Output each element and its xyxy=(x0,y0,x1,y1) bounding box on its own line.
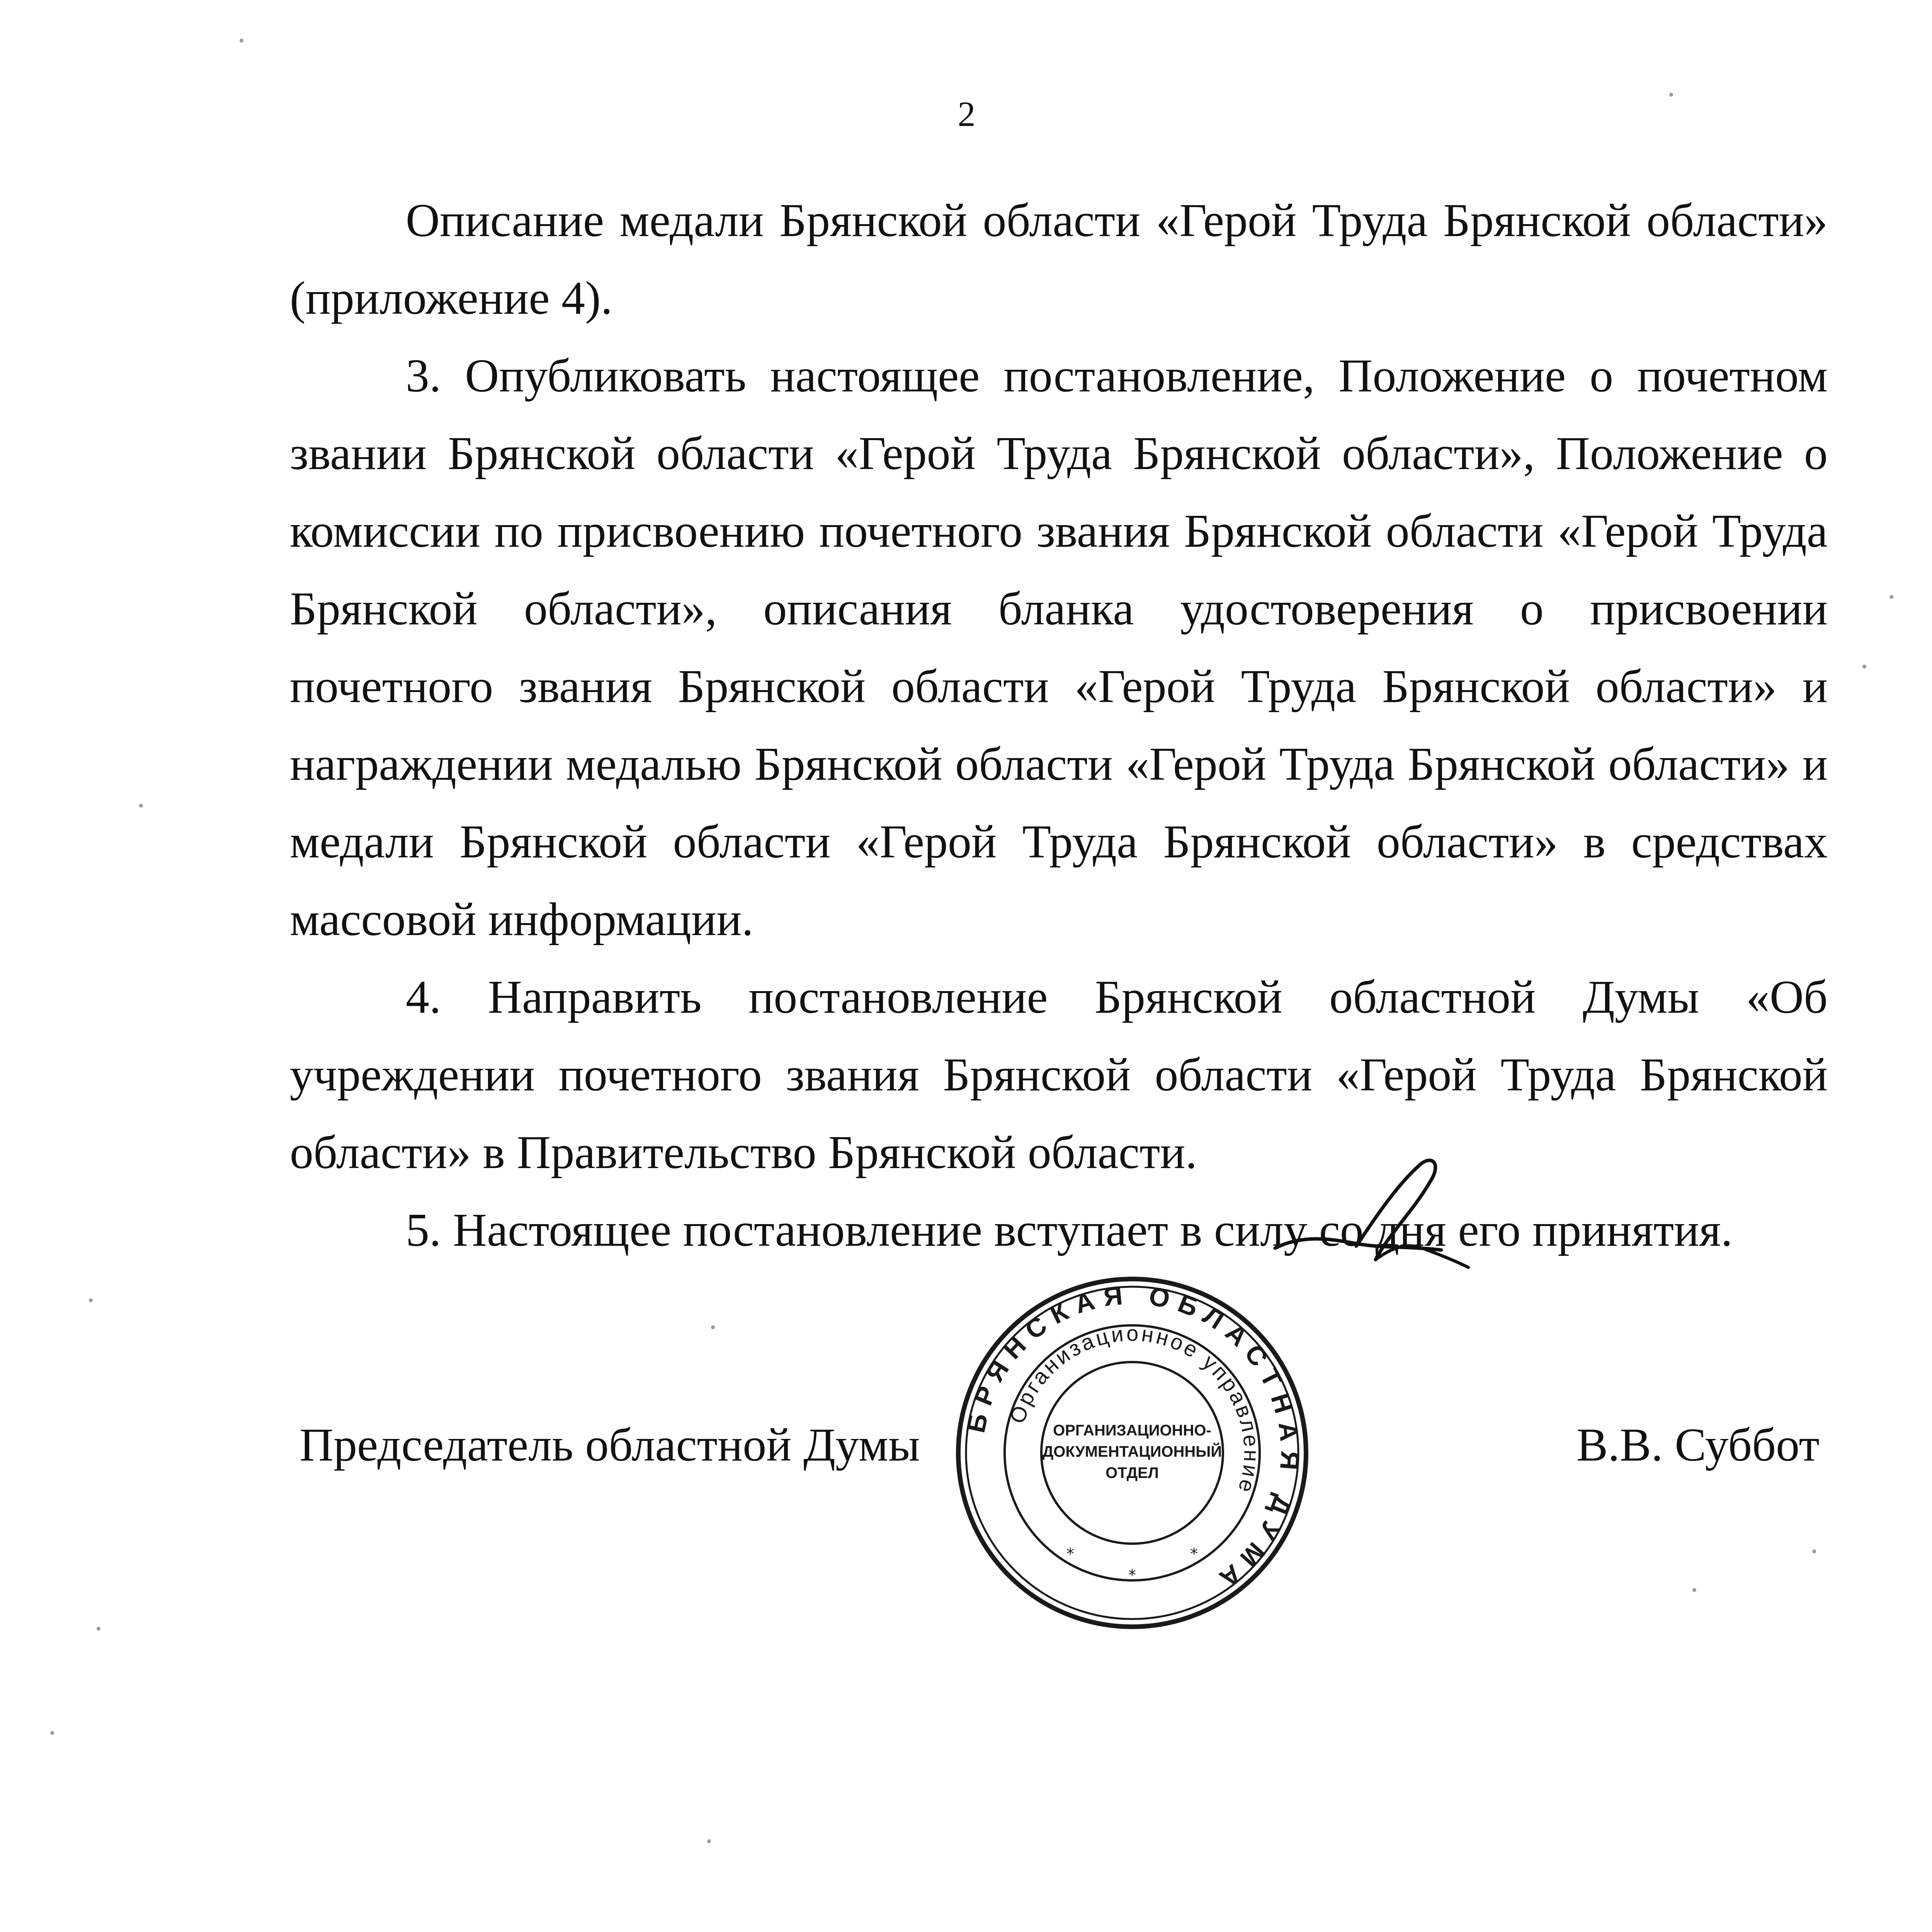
official-seal-icon xyxy=(954,1275,1310,1631)
paragraph-publish: 3. Опубликовать настоящее постановление, Положение о почетном звании Брянской области «Герой Труда Брянской области», Положение о комиссии по присвоению почетного звания Брянской области «Герой Труда Брянской области», описания бланка удостоверения о присвоении почетного звания Брянской области «Герой Труда Брянской области» и награждении медалью Брянской области «Герой Труда Брянской области» и медали Брянской области «Герой Труда Брянской области» в средствах массовой информации. xyxy=(290,350,1828,946)
scan-speck xyxy=(1862,665,1866,668)
seal-center-line-1: ОРГАНИЗАЦИОННО- xyxy=(1053,1422,1211,1439)
svg-text:*: * xyxy=(1128,1566,1136,1584)
document-body xyxy=(290,182,1828,1269)
seal-outer-text: БРЯНСКАЯ ОБЛАСТНАЯ ДУМА xyxy=(961,1280,1305,1599)
chairman-title: Председатель областной Думы xyxy=(299,1419,920,1471)
scan-speck xyxy=(707,1839,711,1843)
scan-speck xyxy=(711,1325,715,1329)
paragraph-medal-description: Описание медали Брянской области «Герой Труда Брянской области» (приложение 4). xyxy=(290,194,1828,324)
page-number: 2 xyxy=(957,94,976,134)
scan-speck xyxy=(139,804,143,808)
scan-speck xyxy=(97,1627,100,1631)
scan-speck xyxy=(1889,595,1893,599)
handwritten-signature xyxy=(1260,1151,1476,1279)
scan-speck xyxy=(1669,93,1673,97)
paragraph-send: 4. Направить постановление Брянской областной Думы «Об учреждении почетного звания Брянской области «Герой Труда Брянской области» в Правительство Брянской области. xyxy=(290,971,1828,1179)
scan-speck xyxy=(1692,1588,1696,1592)
scan-speck xyxy=(1812,1549,1816,1553)
paragraph-effective: 5. Настоящее постановление вступает в силу со дня его принятия. xyxy=(406,1204,1733,1256)
scan-speck xyxy=(240,39,243,43)
seal-inner-text: Организационное управление xyxy=(1004,1321,1264,1498)
seal-center-line-2: ДОКУМЕНТАЦИОННЫЙ xyxy=(1042,1443,1222,1460)
svg-text:*: * xyxy=(1190,1545,1198,1563)
scan-speck xyxy=(89,1298,93,1302)
seal-center-line-3: ОТДЕЛ xyxy=(1105,1464,1159,1481)
chairman-name: В.В. Суббот xyxy=(1577,1419,1820,1471)
svg-text:*: * xyxy=(1066,1545,1074,1563)
scan-speck xyxy=(50,1731,54,1735)
